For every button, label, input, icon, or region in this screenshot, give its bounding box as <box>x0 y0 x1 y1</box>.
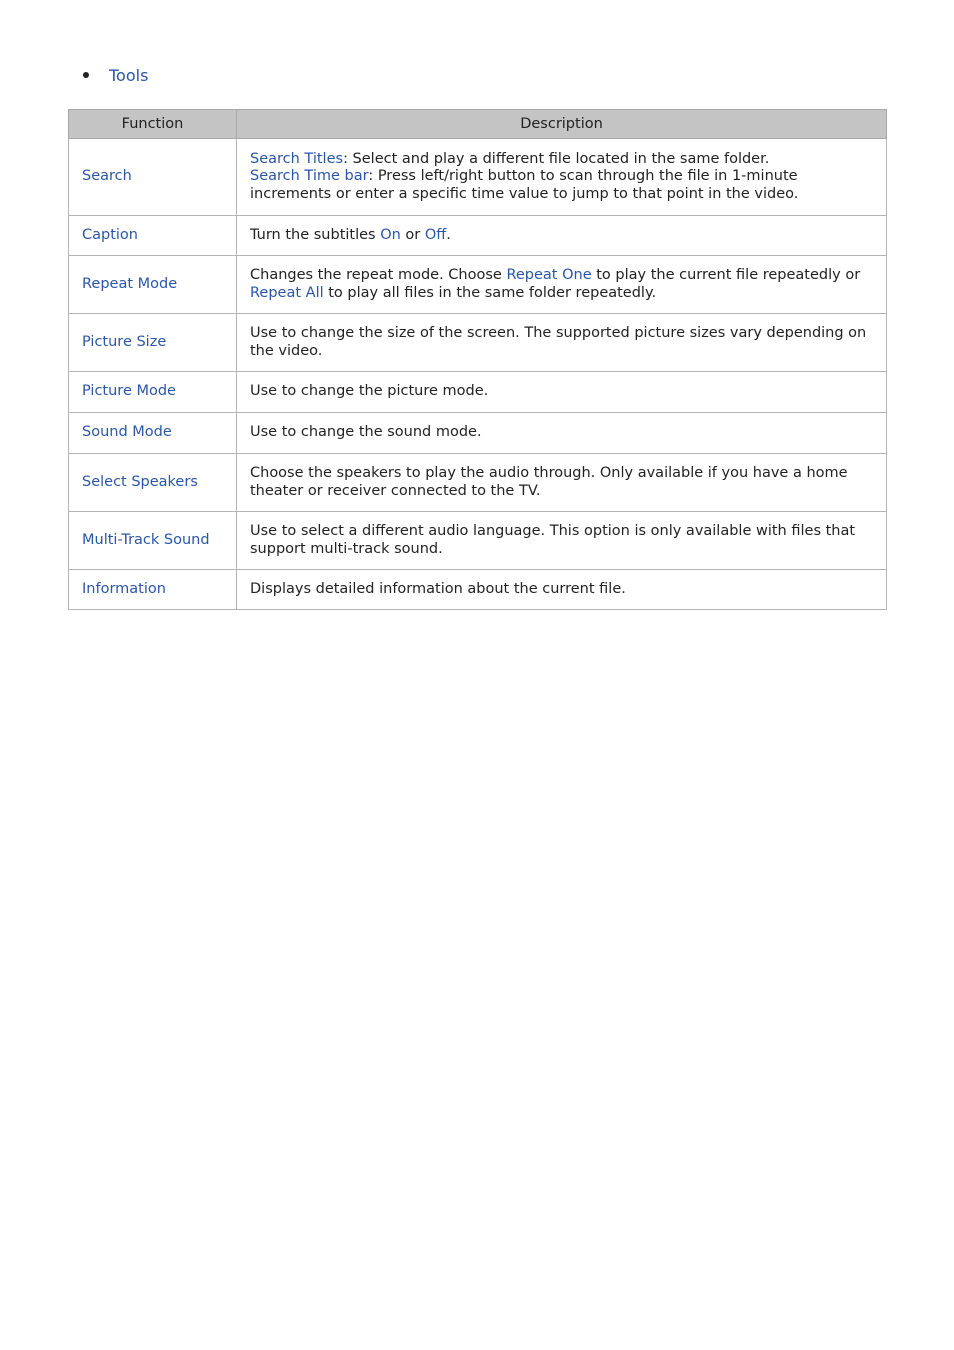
tools-table <box>68 109 887 610</box>
function-multi-track-sound: Multi-Track Sound <box>69 512 237 570</box>
description-picture-mode: Use to change the picture mode. <box>237 372 887 413</box>
function-sound-mode: Sound Mode <box>69 413 237 454</box>
repeat-one-term: Repeat One <box>506 267 592 283</box>
caption-text-2: or <box>400 226 425 243</box>
table-row <box>69 256 887 314</box>
table-row <box>69 314 887 372</box>
function-caption: Caption <box>69 216 237 256</box>
table-header-row <box>69 110 887 139</box>
table-row <box>69 570 887 610</box>
table-row <box>69 512 887 570</box>
bullet-dot-icon <box>83 72 89 78</box>
description-repeat-mode <box>237 256 887 314</box>
table-row <box>69 216 887 256</box>
caption-text-1: Turn the subtitles <box>250 226 381 243</box>
function-search: Search <box>69 139 237 216</box>
table-row <box>69 454 887 512</box>
section-title: Tools <box>109 65 149 85</box>
repeat-all-term: Repeat All <box>250 284 324 301</box>
caption-text-3: . <box>446 226 451 243</box>
description-information: Displays detailed information about the current file. <box>237 570 887 610</box>
search-time-bar-term: Search Time bar <box>250 168 369 185</box>
description-sound-mode: Use to change the sound mode. <box>237 413 887 454</box>
search-titles-term: Search Titles <box>250 150 344 167</box>
repeat-text-1: Changes the repeat mode. Choose <box>250 267 507 283</box>
table-row <box>69 372 887 413</box>
function-information: Information <box>69 570 237 610</box>
search-titles-text: : Select and play a different file located in the same folder. <box>343 150 770 167</box>
repeat-text-2: to play the current file repeatedly or <box>591 267 861 283</box>
function-select-speakers: Select Speakers <box>69 454 237 512</box>
caption-off-term: Off <box>424 226 447 243</box>
description-multi-track-sound: Use to select a different audio language. This option is only available with files that support multi-track sound. <box>237 512 887 570</box>
search-time-bar-text: : Press left/right button to scan through the file in 1-minute increments or enter a specific time value to jump to that point in the video. <box>250 168 799 202</box>
description-picture-size: Use to change the size of the screen. The supported picture sizes vary depending on the video. <box>237 314 887 372</box>
function-picture-size: Picture Size <box>69 314 237 372</box>
header-description: Description <box>237 110 887 139</box>
function-picture-mode: Picture Mode <box>69 372 237 413</box>
description-select-speakers: Choose the speakers to play the audio through. Only available if you have a home theater or receiver connected to the TV. <box>237 454 887 512</box>
description-search <box>237 139 887 216</box>
function-repeat-mode: Repeat Mode <box>69 256 237 314</box>
table-row <box>69 413 887 454</box>
description-caption <box>237 216 887 256</box>
caption-on-term: On <box>380 226 401 243</box>
header-function: Function <box>69 110 237 139</box>
table-row <box>69 139 887 216</box>
repeat-text-3: to play all files in the same folder repeatedly. <box>323 284 657 301</box>
section-bullet <box>83 64 148 86</box>
